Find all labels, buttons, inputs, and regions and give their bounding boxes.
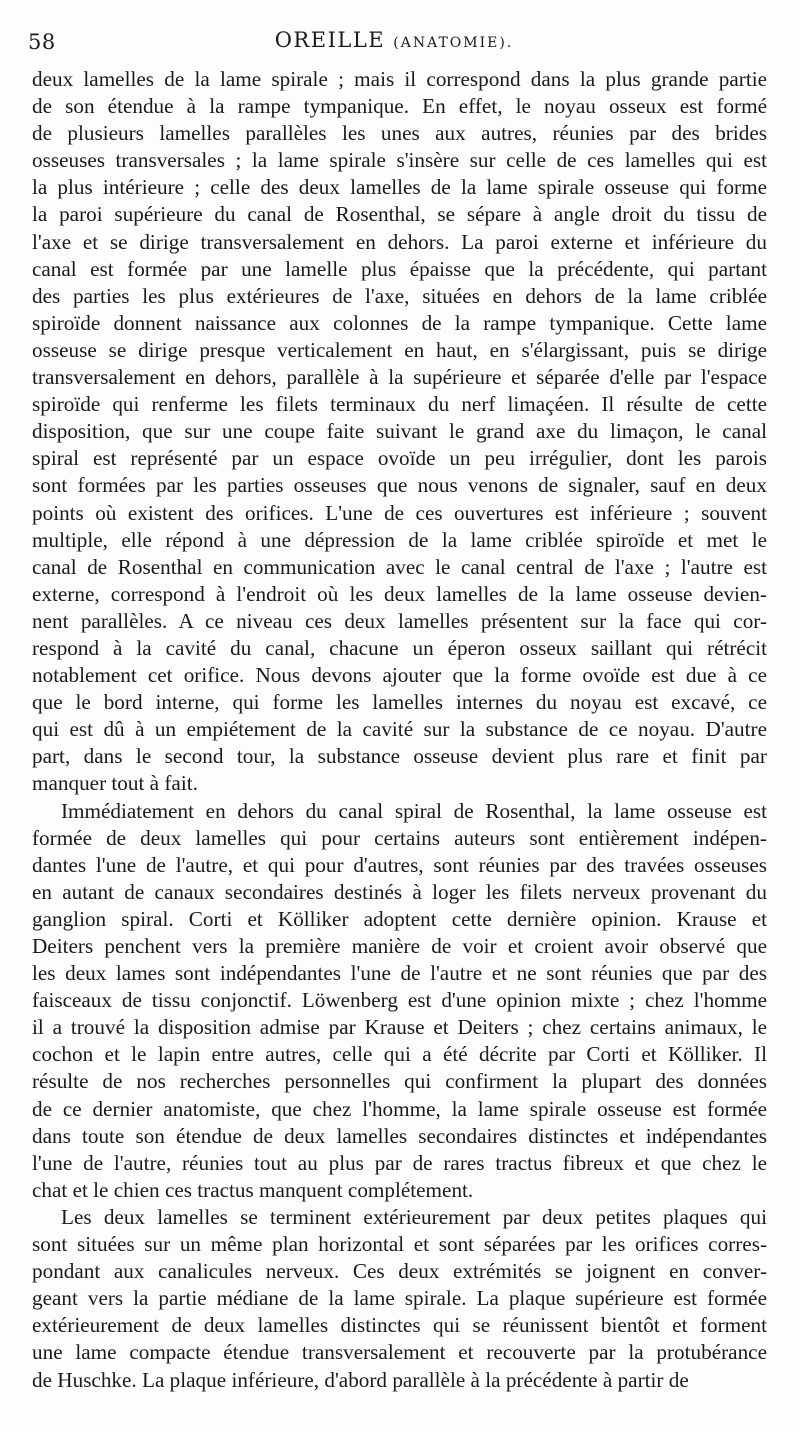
text-line: formée de deux lamelles qui pour certains auteurs sont entièrement indépen- <box>32 825 767 850</box>
text-line: transversalement en dehors, parallèle à la supérieure et séparée d'elle par l'espace <box>32 365 767 390</box>
text-line: les deux lames sont indépendantes l'une de l'autre et ne sont réunies que par des <box>32 961 767 986</box>
text-line: en autant de canaux secondaires destinés à loger les filets nerveux provenant du <box>32 879 767 904</box>
text-line: Deiters penchent vers la première manière de voir et croient avoir observé que <box>32 934 767 958</box>
text-line: spiral est représenté par un espace ovoïde un peu irrégulier, dont les parois <box>32 446 767 471</box>
text-line: notablement cet orifice. Nous devons ajouter que la forme ovoïde est due à ce <box>32 663 767 688</box>
paragraph <box>32 798 767 1204</box>
text-line: de plusieurs lamelles parallèles les unes aux autres, réunies par des brides <box>32 121 767 146</box>
text-line: multiple, elle répond à une dépression de la lame criblée spiroïde et met le <box>32 527 767 552</box>
text-line: externe, correspond à l'endroit où les deux lamelles de la lame osseuse devien- <box>32 581 767 606</box>
text-line: qui est dû à un empiétement de la cavité sur la substance de ce noyau. D'autre <box>32 717 767 742</box>
text-line: nent parallèles. A ce niveau ces deux lamelles présentent sur la face qui cor- <box>32 608 767 633</box>
text-line: spiroïde donnent naissance aux colonnes de la rampe tympanique. Cette lame <box>32 310 767 335</box>
text-line: manquer tout à fait. <box>32 771 198 796</box>
text-line: geant vers la partie médiane de la lame spirale. La plaque supérieure est formée <box>32 1286 767 1311</box>
text-line: spiroïde qui renferme les filets terminaux du nerf limaçéen. Il résulte de cette <box>32 392 767 417</box>
text-line: Les deux lamelles se terminent extérieurement par deux petites plaques qui <box>61 1204 767 1229</box>
text-line: sont formées par les parties osseuses que nous venons de signaler, sauf en deux <box>32 473 767 498</box>
running-header <box>28 28 760 58</box>
text-line: faisceaux de tissu conjonctif. Löwenberg est d'une opinion mixte ; chez l'homme <box>32 988 767 1013</box>
text-line: chat et le chien ces tractus manquent complétement. <box>32 1177 474 1202</box>
running-title <box>28 28 760 52</box>
text-line: points où existent des orifices. L'une de ces ouvertures est inférieure ; souvent <box>32 500 767 525</box>
text-line: la plus intérieure ; celle des deux lamelles de la lame spirale osseuse qui forme <box>32 175 767 200</box>
text-line: l'une de l'autre, réunies tout au plus par de rares tractus fibreux et que chez le <box>32 1150 767 1175</box>
text-line: une lame compacte étendue transversalement et recouverte par la protubérance <box>32 1340 767 1365</box>
page-number: 58 <box>28 30 56 54</box>
text-line: l'axe et se dirige transversalement en dehors. La paroi externe et inférieure du <box>32 229 767 254</box>
text-line: deux lamelles de la lame spirale ; mais il correspond dans la plus grande partie <box>32 67 767 91</box>
text-line: il a trouvé la disposition admise par Krause et Deiters ; chez certains animaux, le <box>32 1015 767 1040</box>
text-line: osseuse se dirige presque verticalement en haut, en s'élargissant, puis se dirige <box>32 337 767 362</box>
body-text <box>32 66 767 1394</box>
text-line: ganglion spiral. Corti et Kölliker adoptent cette dernière opinion. Krause et <box>32 906 767 931</box>
text-line: extérieurement de deux lamelles distinctes qui se réunissent bientôt et forment <box>32 1313 767 1338</box>
text-line: sont situées sur un même plan horizontal et sont séparées par les orifices corres- <box>32 1232 767 1257</box>
text-line: de ce dernier anatomiste, que chez l'homme, la lame spirale osseuse est formée <box>32 1096 767 1121</box>
text-line: pondant aux canalicules nerveux. Ces deux extrémités se joignent en conver- <box>32 1259 767 1284</box>
text-line: de Huschke. La plaque inférieure, d'abord parallèle à la précédente à partir de <box>32 1367 689 1392</box>
running-title-main: OREILLE <box>274 28 386 52</box>
text-line: part, dans le second tour, la substance osseuse devient plus rare et finit par <box>32 744 767 769</box>
text-line: respond à la cavité du canal, chacune un éperon osseux saillant qui rétrécit <box>32 635 767 660</box>
text-line: osseuses transversales ; la lame spirale s'insère sur celle de ces lamelles qui est <box>32 148 767 173</box>
text-line: disposition, que sur une coupe faite suivant le grand axe du limaçon, le canal <box>32 419 767 444</box>
paragraph <box>32 66 767 798</box>
text-line: canal est formée par une lamelle plus épaisse que la précédente, qui partant <box>32 256 767 281</box>
paragraph <box>32 1204 767 1394</box>
text-line: dantes l'une de l'autre, et qui pour d'autres, sont réunies par des travées osseuses <box>32 852 767 877</box>
text-line: cochon et le lapin entre autres, celle qui a été décrite par Corti et Kölliker. Il <box>32 1042 767 1067</box>
running-title-sub: (ANATOMIE). <box>393 35 514 51</box>
text-line: résulte de nos recherches personnelles qui confirment la plupart des données <box>32 1069 767 1094</box>
text-line: canal de Rosenthal en communication avec le canal central de l'axe ; l'autre est <box>32 554 767 579</box>
text-line: Immédiatement en dehors du canal spiral de Rosenthal, la lame osseuse est <box>61 798 767 823</box>
text-line: que le bord interne, qui forme les lamelles internes du noyau est excavé, ce <box>32 690 767 715</box>
text-line: de son étendue à la rampe tympanique. En effet, le noyau osseux est formé <box>32 94 767 119</box>
text-line: la paroi supérieure du canal de Rosenthal, se sépare à angle droit du tissu de <box>32 202 767 227</box>
text-line: dans toute son étendue de deux lamelles secondaires distinctes et indépendantes <box>32 1123 767 1148</box>
text-line: des parties les plus extérieures de l'axe, situées en dehors de la lame criblée <box>32 283 767 308</box>
